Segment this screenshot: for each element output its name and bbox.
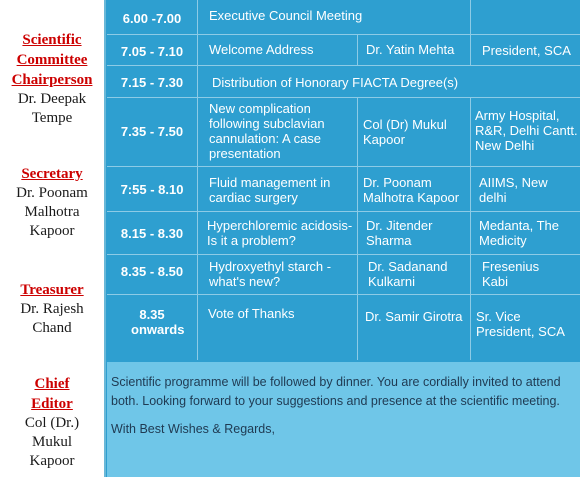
name-line: Tempe [31,110,73,126]
affiliation-cell: Sr. Vice President, SCA [476,309,565,339]
cell-divider [470,255,471,294]
name-line: Kapoor [29,453,75,469]
time-cell: 7.35 - 7.50 [120,124,184,139]
name-line: Dr. Poonam [16,185,88,201]
schedule-table [107,0,580,360]
secretary-block [0,164,104,241]
secretary-role [0,164,104,184]
cell-divider [357,167,358,211]
cell-divider [357,255,358,294]
table-row [107,0,580,35]
table-row [107,66,580,98]
table-row [107,212,580,255]
scientific-committee-name [0,90,104,128]
cell-divider [197,295,198,360]
time-cell: 7.15 - 7.30 [120,75,184,90]
cell-divider [470,167,471,211]
table-row [107,98,580,167]
cell-divider [357,35,358,65]
name-line: Chand [32,320,72,336]
affiliation-cell: Army Hospital, R&R, Delhi Cantt. New Delhi [475,108,578,153]
cell-divider [357,98,358,166]
invitation-note [107,362,580,477]
cell-divider [197,98,198,166]
cell-divider [197,167,198,211]
cell-divider [357,295,358,360]
time-cell: 8.35 - 8.50 [120,264,184,279]
topic-cell: Fluid management in cardiac surgery [209,175,331,205]
secretary-name [0,184,104,241]
affiliation-cell: Fresenius Kabi [482,259,540,289]
speaker-cell: Dr. Sadanand Kulkarni [368,259,448,289]
chief-editor-block [0,374,104,471]
speaker-cell: Dr. Poonam Malhotra Kapoor [363,175,460,205]
chief-editor-role [0,374,104,414]
invitation-paragraph: Scientific programme will be followed by dinner. You are cordially invited to attend both. Looking forward to your suggestions and presence at the scientific meeting. [111,375,561,408]
role-line: Committee [16,52,88,68]
role-line: Chairperson [11,72,93,88]
speaker-cell: Dr. Samir Girotra [365,309,463,324]
cell-divider [470,212,471,254]
cell-divider [357,212,358,254]
time-cell: 8.15 - 8.30 [120,226,184,241]
affiliation-cell: Medanta, The Medicity [479,218,559,248]
time-cell: 8.35 onwards [131,307,185,337]
treasurer-block [0,280,104,338]
speaker-cell: Dr. Jitender Sharma [366,218,433,248]
cell-divider [197,35,198,65]
table-row [107,295,580,360]
treasurer-role [0,280,104,300]
cell-divider [197,0,198,34]
cell-divider [197,255,198,294]
affiliation-cell: AIIMS, New delhi [479,175,548,205]
affiliation-cell: President, SCA [482,43,571,58]
cell-divider [470,0,471,34]
sidebar [0,0,104,477]
role-line: Secretary [21,166,83,182]
topic-cell: Distribution of Honorary FIACTA Degree(s) [212,75,459,90]
time-cell: 7:55 - 8.10 [120,182,184,197]
topic-cell: Vote of Thanks [208,306,295,321]
scientific-committee-role [0,30,104,90]
topic-cell: New complication following subclavian cannulation: A case presentation [209,101,325,161]
role-line: Editor [31,396,73,412]
cell-divider [470,98,471,166]
name-line: Dr. Rajesh [20,301,84,317]
cell-divider [470,295,471,360]
name-line: Malhotra [24,204,80,220]
role-line: Chief [34,376,70,392]
topic-cell: Executive Council Meeting [209,8,363,23]
scientific-committee-block [0,30,104,128]
table-row [107,255,580,295]
table-row [107,167,580,212]
chief-editor-name [0,414,104,471]
cell-divider [197,212,198,254]
role-line: Treasurer [20,282,84,298]
topic-cell: Hyperchloremic acidosis-Is it a problem? [207,218,353,248]
speaker-cell: Col (Dr) Mukul Kapoor [363,117,447,147]
cell-divider [470,35,471,65]
cell-divider [197,66,198,97]
name-line: Dr. Deepak [17,91,87,107]
role-line: Scientific [22,32,82,48]
speaker-cell: Dr. Yatin Mehta [366,42,455,57]
name-line: Kapoor [29,223,75,239]
table-row [107,35,580,66]
name-line: Mukul [31,434,72,450]
closing-line: With Best Wishes & Regards, [111,422,275,436]
topic-cell: Hydroxyethyl starch - what's new? [209,259,332,289]
time-cell: 6.00 -7.00 [122,11,182,26]
topic-cell: Welcome Address [209,42,314,57]
treasurer-name [0,300,104,338]
name-line: Col (Dr.) [24,415,80,431]
time-cell: 7.05 - 7.10 [120,44,184,59]
